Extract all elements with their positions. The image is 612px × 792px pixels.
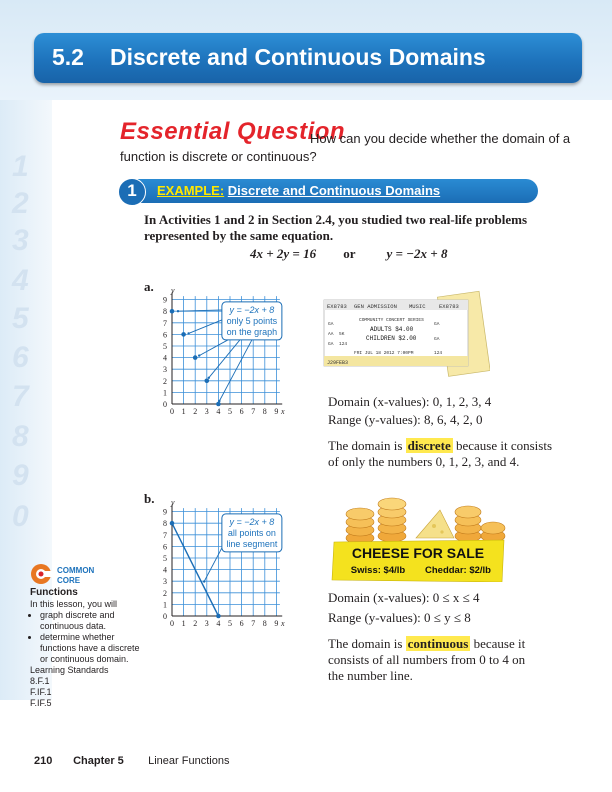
x-tick-label: 5 — [228, 407, 232, 416]
x-tick-label: 2 — [193, 407, 198, 416]
cheese-sign-cheddar: Cheddar: $2/lb — [425, 565, 491, 576]
decor-digit: 3 — [12, 224, 29, 257]
y-axis-label: y — [171, 286, 175, 296]
callout-arrow — [189, 320, 222, 333]
part-a-label: a. — [144, 279, 154, 294]
y-tick-label: 7 — [163, 318, 167, 328]
common-core-bullets — [30, 610, 140, 665]
y-tick-label: 6 — [163, 542, 167, 552]
x-tick-label: 4 — [216, 407, 221, 416]
common-core-body — [30, 599, 140, 709]
x-tick-label: 1 — [181, 407, 186, 416]
x-axis-label: x — [281, 407, 285, 416]
statement-b-post: because it — [473, 636, 526, 651]
data-point — [216, 614, 221, 619]
statement-b-pre: The domain is — [328, 636, 403, 651]
page-number: 210 — [34, 755, 53, 767]
standard-item: 8.F.1 — [30, 676, 50, 686]
data-point — [205, 379, 210, 384]
ticket-music: MUSIC — [409, 303, 426, 310]
callout-line: y = −2x + 8 — [229, 516, 275, 527]
ticket-code: EX8783 — [327, 303, 347, 310]
x-tick-label: 5 — [228, 619, 232, 628]
intro-line-1: In Activities 1 and 2 in Section 2.4, you studied two real-life problems — [144, 212, 528, 227]
y-tick-label: 4 — [163, 565, 167, 575]
ticket-children: CHILDREN $2.00 — [366, 335, 417, 342]
y-tick-label: 1 — [163, 600, 167, 610]
intro-text — [144, 212, 564, 244]
example-keyword: EXAMPLE: — [157, 183, 225, 198]
common-core-heading: Functions — [30, 587, 78, 598]
x-tick-label: 0 — [170, 619, 174, 628]
common-core-bullet: • graph discrete and continuous data. — [40, 610, 140, 632]
ticket-left-num-1: 5K — [339, 332, 345, 337]
callout-line: only 5 points — [226, 315, 278, 326]
statement-b-line-2: consists of all numbers from 0 to 4 on — [328, 652, 526, 667]
y-tick-label: 0 — [163, 612, 167, 621]
x-tick-label: 7 — [251, 619, 256, 628]
graph-a — [150, 277, 300, 417]
ticket-left-num-2: 124 — [339, 342, 348, 347]
y-axis-label: y — [171, 498, 175, 508]
ticket-adults: ADULTS $4.00 — [370, 326, 414, 333]
common-core-word-2: CORE — [57, 576, 81, 585]
y-tick-label: 8 — [163, 519, 167, 529]
x-tick-label: 4 — [216, 619, 221, 628]
callout-arrowhead — [177, 310, 179, 312]
data-point — [181, 332, 186, 337]
decor-digit: 2 — [12, 187, 29, 220]
x-tick-label: 9 — [274, 407, 279, 416]
y-tick-label: 9 — [163, 507, 167, 517]
data-point — [170, 521, 175, 526]
intro-line-2: represented by the same equation. — [144, 228, 334, 243]
ticket-stub-code: J29FEB3 — [327, 360, 349, 366]
essential-question-label: Essential Question — [120, 118, 346, 145]
ticket-right-code-1: GA — [434, 322, 440, 327]
decor-digit: 9 — [12, 459, 29, 492]
example-heading — [157, 183, 440, 198]
y-tick-label: 5 — [163, 342, 167, 351]
x-tick-label: 3 — [204, 407, 209, 416]
range-b: Range (y-values): 0 ≤ y ≤ 8 — [328, 610, 471, 625]
part-a-text — [328, 394, 588, 470]
callout-line: y = −2x + 8 — [229, 304, 275, 315]
cheese-sign-title: CHEESE FOR SALE — [351, 545, 485, 561]
equation-left: 4x + 2y = 16 — [250, 246, 317, 261]
x-tick-label: 6 — [239, 407, 244, 416]
statement-b-line-3: the number line. — [328, 668, 413, 683]
domain-a: Domain (x-values): 0, 1, 2, 3, 4 — [328, 394, 492, 409]
page-footer — [34, 755, 229, 767]
eq-line-2: function is discrete or continuous? — [120, 149, 317, 164]
range-a: Range (y-values): 8, 6, 4, 2, 0 — [328, 412, 483, 427]
callout-line: line segment — [226, 538, 278, 549]
callout-arrowhead — [187, 332, 189, 334]
statement-b — [328, 636, 588, 652]
common-core-lead: In this lesson, you will — [30, 599, 118, 609]
domain-b: Domain (x-values): 0 ≤ x ≤ 4 — [328, 590, 480, 605]
callout-arrow — [219, 340, 251, 401]
part-b-label: b. — [144, 491, 155, 506]
ticket-left-code-1: GA — [328, 322, 334, 327]
common-core-logo — [30, 562, 130, 586]
graph-b — [150, 489, 300, 629]
callout-line: on the graph — [226, 326, 278, 337]
callout-arrowhead — [218, 400, 220, 402]
callout-line: all points on — [227, 527, 276, 538]
callout-arrowhead — [198, 354, 200, 356]
statement-a — [328, 438, 588, 454]
decor-digit: 4 — [12, 264, 29, 297]
common-core-word-1: COMMON — [57, 566, 95, 575]
ticket-right-code-2: GA — [434, 337, 440, 342]
data-point — [193, 355, 198, 360]
y-tick-label: 3 — [163, 577, 167, 587]
cheese-sale-image — [330, 490, 508, 582]
standard-item: F.IF.1 — [30, 687, 52, 697]
x-tick-label: 2 — [193, 619, 198, 628]
keyword-continuous: continuous — [407, 636, 469, 651]
x-tick-label: 7 — [251, 407, 256, 416]
keyword-discrete: discrete — [407, 438, 451, 453]
y-tick-label: 6 — [163, 330, 167, 340]
y-tick-label: 2 — [163, 376, 167, 386]
statement-a-line-2: of only the numbers 0, 1, 2, 3, and 4. — [328, 454, 520, 469]
equation-or: or — [343, 246, 356, 261]
ticket-right-num: 124 — [434, 351, 443, 356]
concert-ticket-image — [322, 288, 490, 380]
x-tick-label: 6 — [239, 619, 244, 628]
decor-digit: 7 — [12, 380, 29, 413]
y-tick-label: 1 — [163, 388, 167, 398]
ticket-left-code-2: AA — [328, 332, 334, 337]
data-point — [216, 402, 221, 407]
y-tick-label: 4 — [163, 353, 167, 363]
chapter-title: Linear Functions — [148, 755, 230, 767]
x-tick-label: 8 — [262, 619, 267, 628]
x-tick-label: 1 — [181, 619, 186, 628]
x-tick-label: 8 — [262, 407, 267, 416]
decor-digit: 6 — [12, 341, 29, 374]
ticket-series: COMMUNITY CONCERT SERIES — [359, 318, 424, 323]
statement-a-pre: The domain is — [328, 438, 403, 453]
standard-item: F.IF.5 — [30, 698, 52, 708]
example-title: Discrete and Continuous Domains — [227, 183, 441, 198]
callout-arrow — [199, 340, 228, 356]
data-point — [170, 309, 175, 314]
x-tick-label: 9 — [274, 619, 279, 628]
section-number: 5.2 — [52, 44, 84, 70]
callout-arrowhead — [203, 580, 205, 582]
y-tick-label: 0 — [163, 400, 167, 409]
chapter-label: Chapter 5 — [73, 755, 124, 767]
cheese-sign-swiss: Swiss: $4/lb — [350, 565, 406, 576]
ticket-admission: GEN ADMISSION — [354, 303, 397, 310]
x-tick-label: 0 — [170, 407, 174, 416]
x-tick-label: 3 — [204, 619, 209, 628]
cheese-wheels — [346, 498, 505, 544]
standards-label: Learning Standards — [30, 665, 109, 675]
decor-digit: 8 — [12, 420, 29, 453]
y-tick-label: 3 — [163, 365, 167, 375]
decor-digit: 1 — [12, 150, 29, 183]
y-tick-label: 8 — [163, 307, 167, 317]
y-tick-label: 9 — [163, 295, 167, 305]
x-axis-label: x — [281, 619, 285, 628]
decor-digit: 5 — [12, 302, 29, 335]
y-tick-label: 2 — [163, 588, 167, 598]
y-tick-label: 5 — [163, 554, 167, 563]
ticket-left-code-3: GA — [328, 342, 334, 347]
essential-question-text — [120, 130, 590, 166]
ticket-date: FRI JUL 18 2012 7:00PM — [354, 351, 414, 356]
section-title: Discrete and Continuous Domains — [110, 44, 486, 70]
part-b-text — [328, 590, 588, 684]
equation-right: y = −2x + 8 — [386, 246, 448, 261]
y-tick-label: 7 — [163, 530, 167, 540]
equation-row — [250, 246, 447, 262]
ticket-code-2: EX8783 — [439, 303, 459, 310]
callout-arrowhead — [208, 377, 210, 379]
statement-a-post: because it consists — [455, 438, 553, 453]
example-number: 1 — [127, 181, 137, 200]
decor-digit: 0 — [12, 500, 29, 533]
common-core-bullet: • determine whether functions have a discrete or continuous domain. — [40, 632, 140, 665]
eq-line-1: How can you decide whether the domain of a — [310, 131, 571, 146]
